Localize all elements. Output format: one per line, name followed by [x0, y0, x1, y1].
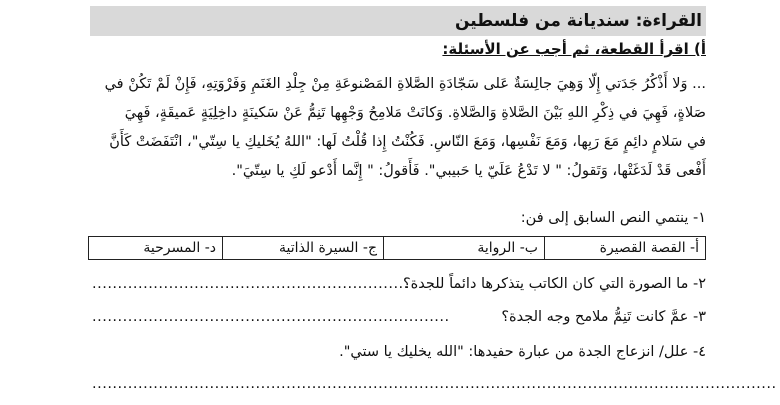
reading-passage: [90, 70, 706, 186]
choice-b[interactable]: ب- الرواية: [384, 237, 545, 260]
instruction-heading: أ) اقرأ القطعة، ثم أجب عن الأسئلة:: [442, 40, 706, 58]
question-2: ٢- ما الصورة التي كان الكاتب يتذكرها دائماً للجدة؟: [402, 276, 706, 292]
passage-line: أَفْعى قَدْ لَدَغَتْها، وَتَقولُ: " لا تَدْعُ عَلَيّ يا حَبيبي". فَأَقولُ: " إِنَّما أَدْعو لَكِ يا سِتّيَ".: [231, 163, 706, 179]
passage-line: ... وَلا أَذْكُرُ جَدَتي إِلّا وَهِيَ جالِسَةٌ عَلى سَجّادَةِ الصَّلاةِ المَصْنوعَةِ مِنْ جِلْدِ الغَنَمِ وَفَرْوَتِهِ، فَإِنْ لَمْ تَكُنْ في: [104, 76, 706, 92]
answer-line-4[interactable]: ......................................................................................................................................: [92, 376, 777, 392]
answer-line-3[interactable]: ......................................................................: [92, 309, 450, 325]
answer-line-2[interactable]: ..............................................................: [92, 276, 409, 292]
choice-c[interactable]: ج- السيرة الذاتية: [223, 237, 384, 260]
question-1: ١- ينتمي النص السابق إلى فن:: [520, 210, 706, 226]
question-4: ٤- علل/ انزعاج الجدة من عبارة حفيدها: "الله يخليك يا ستي".: [339, 344, 706, 360]
choice-d[interactable]: د- المسرحية: [89, 237, 223, 260]
title-bar: [90, 6, 706, 36]
choice-a[interactable]: أ- القصة القصيرة: [545, 237, 706, 260]
passage-line: صَلاةٍ، فَهِيَ في ذِكْرِ اللهِ بَيْنَ الصَّلاةِ وَالصَّلاةِ. وَكانَتْ مَلامِحُ وَجْهِها تَنِمُّ عَنْ سَكينَةٍ داخِلِيَةٍ عَميقَةٍ، فَهِيَ: [124, 105, 706, 121]
page-title: القراءة: سنديانة من فلسطين: [454, 11, 702, 31]
choices-row: [89, 237, 706, 260]
question-3: ٣- عمَّ كانت تَنِمُّ ملامح وجه الجدة؟: [501, 309, 706, 325]
choices-table: [88, 236, 706, 260]
passage-line: في سَلامٍ دائِمٍ مَعَ رَبِها، وَمَعَ نَفْسِها، وَمَعَ النّاسِ. فَكُنْتُ إِذا قُلْتُ لَها: "اللهُ يُخَليكِ يا سِتّي"، انْتَفَضَتْ كَأَنَّ: [109, 134, 706, 150]
